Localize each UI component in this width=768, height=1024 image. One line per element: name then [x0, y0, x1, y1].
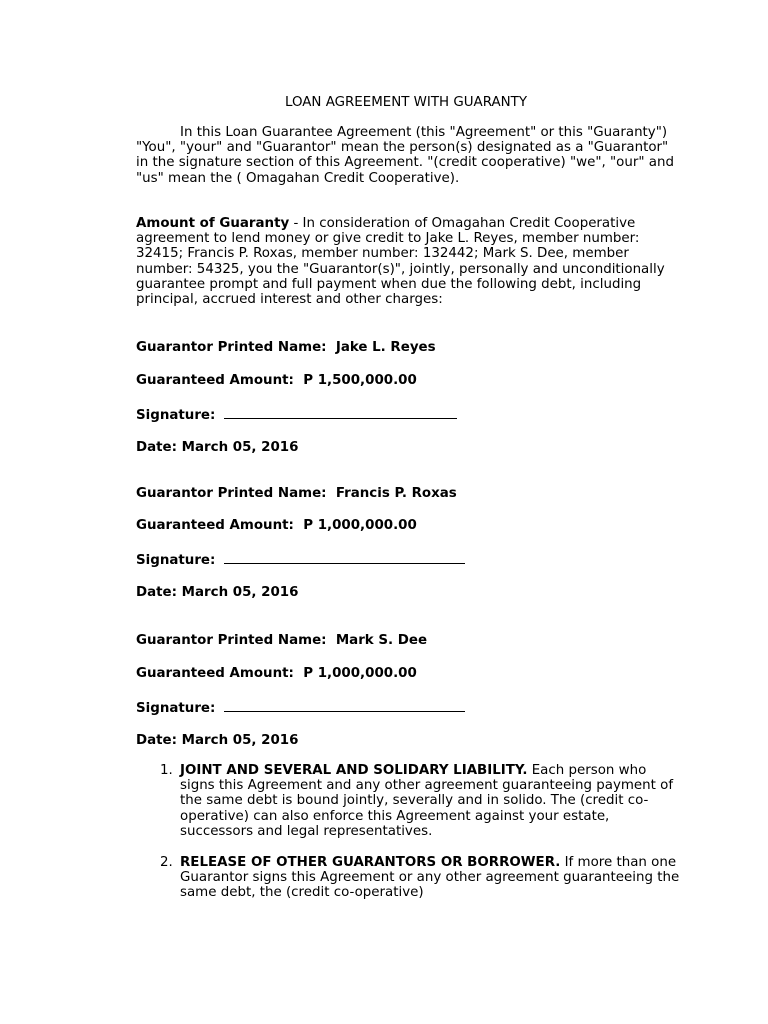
guarantor-1-amount-row: Guaranteed Amount: P 1,500,000.00 — [136, 373, 417, 388]
guarantor-3-date: March 05, 2016 — [181, 733, 299, 748]
clause-item — [136, 855, 681, 901]
guarantor-3-amount: P 1,000,000.00 — [303, 666, 417, 681]
amount-of-guaranty-paragraph — [136, 216, 681, 307]
guarantor-2-date-row: Date: March 05, 2016 — [136, 585, 299, 600]
guarantor-1-amount: P 1,500,000.00 — [303, 373, 417, 388]
clause-item — [136, 763, 681, 839]
guarantor-1-date: March 05, 2016 — [181, 440, 299, 455]
amount-heading: Amount of Guaranty — [136, 216, 290, 231]
guarantor-1-signature-row: Signature: — [136, 406, 457, 423]
guarantor-2-date: March 05, 2016 — [181, 585, 299, 600]
clause-number: 2. — [160, 855, 173, 871]
guarantor-1-name: Jake L. Reyes — [335, 340, 436, 355]
guarantor-3-amount-row: Guaranteed Amount: P 1,000,000.00 — [136, 666, 417, 681]
guarantor-2-amount-row: Guaranteed Amount: P 1,000,000.00 — [136, 518, 417, 533]
clause-heading: JOINT AND SEVERAL AND SOLIDARY LIABILITY. — [180, 763, 528, 778]
clause-text: Each person who signs this Agreement and any other agreement guaranteeing payment of the same debt is bound jointly, severally and in solido. The (credit co-operative) can also enforce this Agreement against your estate, successors and legal representatives. — [180, 763, 674, 839]
guarantor-2-name-row: Guarantor Printed Name: Francis P. Roxas — [136, 486, 457, 501]
guarantor-3-name-row: Guarantor Printed Name: Mark S. Dee — [136, 633, 428, 648]
guarantor-3-signature-line — [224, 699, 465, 712]
clause-heading: RELEASE OF OTHER GUARANTORS OR BORROWER. — [180, 855, 561, 871]
intro-paragraph: In this Loan Guarantee Agreement (this "Agreement" or this "Guaranty") "You", "your" and "Guarantor" mean the person(s) designated as a "Guarantor" in the signature section of this Agreement. "(credit cooperative) "we", "our" and "us" mean the ( Omagahan Credit Cooperative). — [136, 125, 674, 186]
amount-text: - In consideration of Omagahan Credit Cooperative agreement to lend money or give credit to Jake L. Reyes, member number: 32415; Francis P. Roxas, member number: 132442; Mark S. Dee, member number: 54325, you the "Guarantor(s)", jointly, personally and unconditionally guarantee prompt and full payment when due the following debt, including principal, accrued interest and other charges: — [136, 216, 665, 308]
guarantor-1-date-row: Date: March 05, 2016 — [136, 440, 299, 455]
clause-text: If more than one Guarantor signs this Agreement or any other agreement guaranteeing the same debt, the (credit co-operative) — [180, 855, 680, 901]
guarantor-2-amount: P 1,000,000.00 — [303, 518, 417, 533]
guarantor-2-name: Francis P. Roxas — [335, 486, 457, 501]
guarantor-3-name: Mark S. Dee — [335, 633, 428, 648]
guarantor-3-signature-row: Signature: — [136, 699, 465, 716]
guarantor-1-name-row: Guarantor Printed Name: Jake L. Reyes — [136, 340, 436, 355]
clause-list — [136, 763, 681, 901]
clause-number: 1. — [160, 763, 173, 778]
document-title: LOAN AGREEMENT WITH GUARANTY — [284, 95, 528, 110]
guarantor-2-signature-row: Signature: — [136, 551, 465, 568]
guarantor-1-signature-line — [224, 406, 457, 419]
guarantor-2-signature-line — [224, 551, 465, 564]
guarantor-3-date-row: Date: March 05, 2016 — [136, 733, 299, 748]
